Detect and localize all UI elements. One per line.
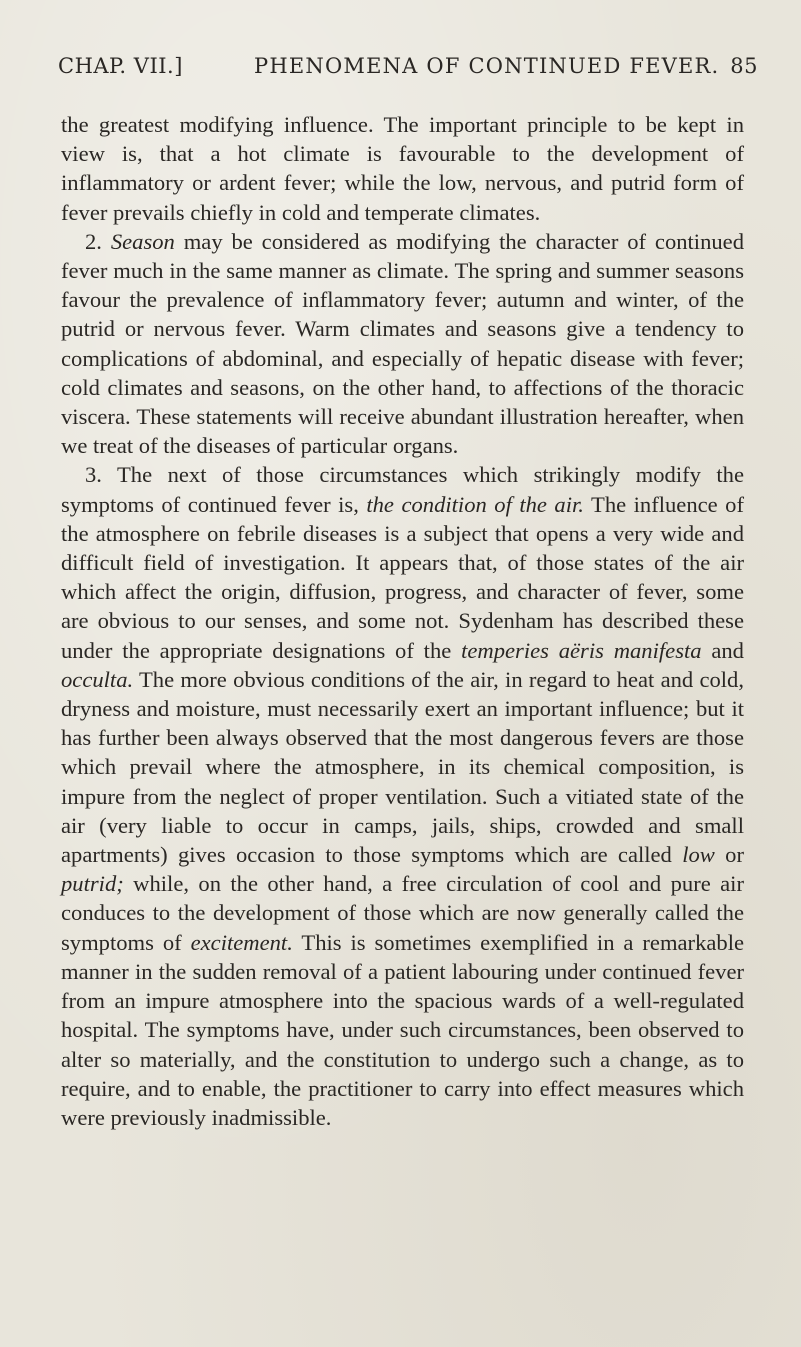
paragraph-condition-of-air: [61, 460, 744, 1132]
italic-term-occulta: occulta.: [61, 666, 134, 692]
running-head: [58, 54, 758, 86]
running-title: PHENOMENA OF CONTINUED FEVER.: [254, 54, 720, 78]
page-number: 85: [730, 54, 758, 78]
paragraph-climate-conclusion: [61, 110, 744, 227]
italic-term-condition-of-air: the condition of the air.: [366, 491, 584, 517]
text-run: This is sometimes exemplified in a remarkable manner in the sudden removal of a patient labouring under continued fever from an impure atmosphere into the spacious wards of a well-regulated hospital. The symptoms have, under such circumstances, been observed to alter so materially, and the constitution to undergo such a change, as to require, and to enable, the practitioner to carry into effect measures which were previously inadmissible.: [61, 929, 744, 1130]
italic-term-low: low: [682, 842, 715, 868]
text-run: The more obvious conditions of the air, in regard to heat and cold, dryness and moisture, must necessarily exert an important influence; but it has further been always observed that the most dangerous fevers are those which prevail where the atmosphere, in its chemical composition, is impure from the neglect of proper ventilation. Such a vitiated state of the air (very liable to occur in camps, jails, ships, crowded and small apartments) gives occasion to those symptoms which are called: [61, 666, 744, 868]
text-run: and: [701, 637, 744, 663]
italic-term-excitement: excitement.: [190, 929, 293, 955]
italic-term-putrid: putrid;: [61, 871, 124, 897]
text-run: may be considered as modifying the character of continued fever much in the same manner as climate. The spring and summer seasons favour the prevalence of inflammatory fever; autumn and winter, of the putrid or nervous fever. Warm climates and seasons give a tendency to complications of abdominal, and especially of hepatic disease with fever; cold climates and seasons, on the other hand, to affections of the thoracic viscera. These statements will receive abundant illustration hereafter, when we treat of the diseases of particular organs.: [61, 228, 745, 459]
text-run: or: [714, 842, 744, 868]
text-run: The influence of the atmosphere on febrile diseases is a subject that opens a very wide and difficult field of investigation. It appears that, of those states of the air which affect the origin, diffusion, progress, and character of fever, some are obvious to our senses, and some not. Sydenham has described these under the appropriate designations of the: [61, 491, 744, 663]
text-run: 3. The next of those circumstances which strikingly modify the symptoms of continued fever is,: [61, 462, 744, 517]
body-text: [61, 110, 744, 1132]
paragraph-season: [61, 227, 744, 461]
italic-term-temperies: temperies aëris manifesta: [461, 637, 702, 663]
text-run: 2.: [85, 228, 111, 254]
text-run: while, on the other hand, a free circulation of cool and pure air conduces to the development of those which are now generally called the symptoms of: [61, 871, 744, 955]
text-run: the greatest modifying influence. The important principle to be kept in view is, that a hot climate is favourable to the development of inflammatory or ardent fever; while the low, nervous, and putrid form of fever prevails chiefly in cold and temperate climates.: [61, 112, 744, 225]
italic-term-season: Season: [110, 228, 175, 254]
chapter-label: CHAP. VII.]: [58, 54, 183, 78]
